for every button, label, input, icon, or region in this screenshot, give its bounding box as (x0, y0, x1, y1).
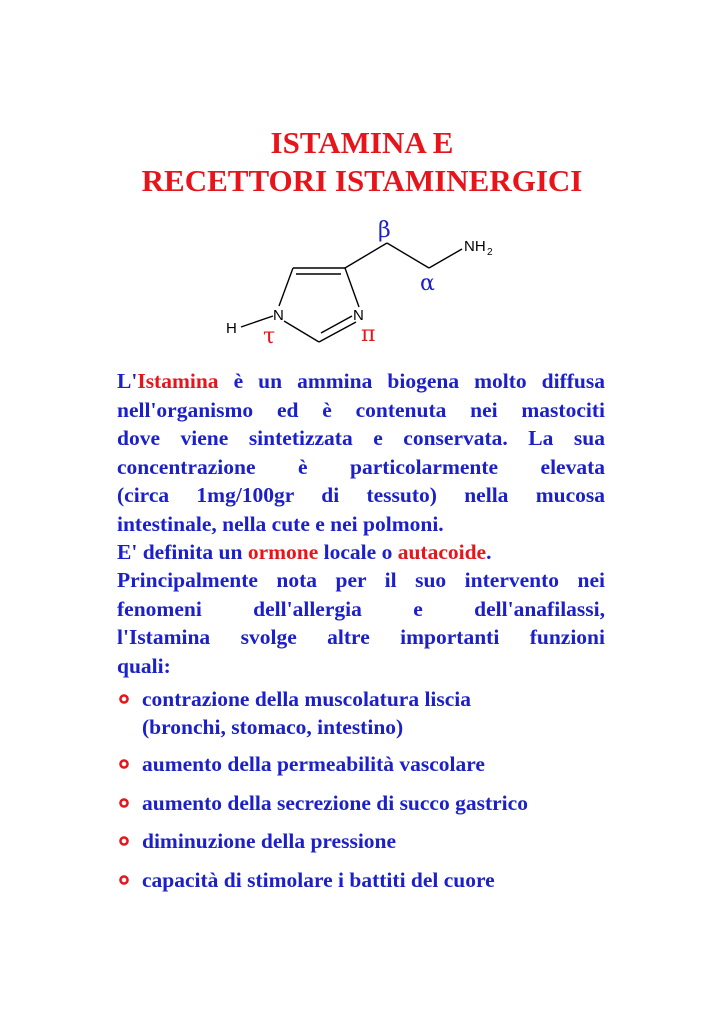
bullet-icon (117, 692, 131, 706)
definition-line: E' definita un ormone locale o autacoide. (117, 540, 492, 564)
intro-line: L'Istamina è un ammina biogena molto diffusa (117, 369, 605, 393)
bond (279, 268, 293, 306)
function-intro-line: l'Istamina svolge altre importanti funzioni (117, 625, 605, 649)
histamine-structure-diagram (0, 0, 724, 360)
highlight-istamina: Istamina (137, 369, 219, 393)
highlight-autacoide: autacoide (397, 540, 487, 564)
bond (345, 243, 387, 268)
intro-line: nell'organismo ed è contenuta nei mastociti (117, 398, 605, 422)
amine-group-label: NH (464, 238, 486, 255)
page-title-line-1: ISTAMINA E (270, 125, 454, 160)
amine-subscript: 2 (487, 247, 493, 258)
bullet-icon (117, 834, 131, 848)
bond (345, 268, 359, 307)
pi-position-label: π (361, 322, 376, 347)
bond (284, 321, 319, 342)
bullet-icon (117, 873, 131, 887)
nitrogen-atom-label: N (353, 307, 364, 324)
tau-position-label: τ (263, 324, 276, 349)
intro-line: intestinale, nella cute e nei polmoni. (117, 512, 444, 536)
hydrogen-atom-label: H (226, 320, 237, 337)
page-title-line-2: RECETTORI ISTAMINERGICI (141, 163, 583, 198)
intro-line: concentrazione è particolarmente elevata (117, 455, 605, 479)
bond (319, 322, 356, 342)
bullet-icon (117, 757, 131, 771)
highlight-ormone: ormone (247, 540, 319, 564)
bullet-icon (117, 796, 131, 810)
function-intro-line: Principalmente nota per il suo intervento nei (117, 568, 605, 592)
function-intro-line: fenomeni dell'allergia e dell'anafilassi, (117, 597, 605, 621)
function-intro-line: quali: (117, 654, 171, 678)
bond (387, 243, 429, 268)
nitrogen-atom-label: N (273, 307, 284, 324)
bond (429, 249, 462, 268)
intro-line: dove viene sintetizzata e conservata. La sua (117, 426, 605, 450)
intro-line: (circa 1mg/100gr di tessuto) nella mucosa (117, 483, 605, 507)
alpha-position-label: α (420, 271, 435, 296)
bond (321, 316, 352, 333)
beta-position-label: β (378, 218, 391, 243)
